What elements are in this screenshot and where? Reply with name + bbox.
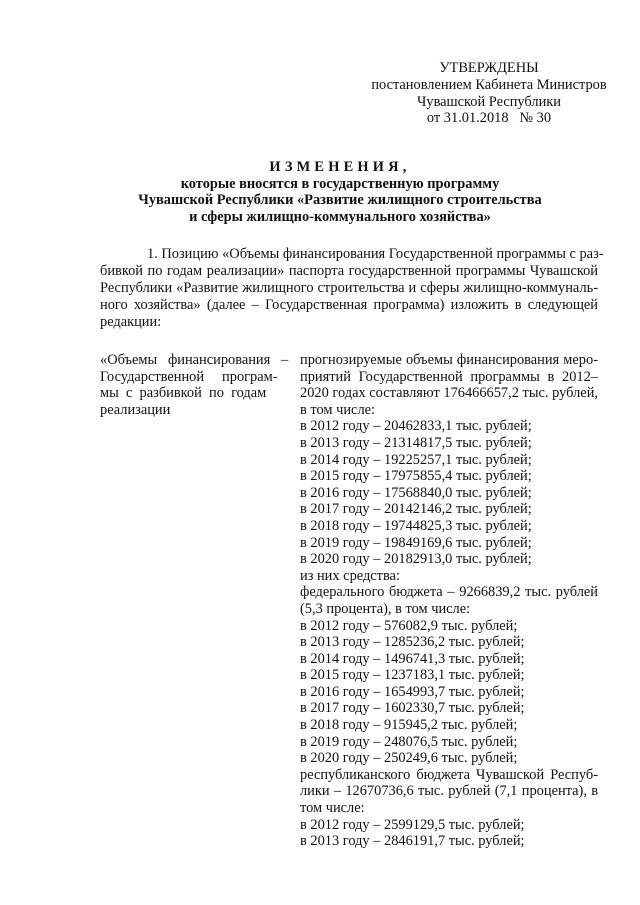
intro-line: ного хозяйства» (далее – Государственная программа) изложить в следующей [100,296,598,313]
right-cell-line: в 2015 году – 1237183,1 тыс. рублей; [300,667,525,684]
right-cell-line: в 2020 году – 250249,6 тыс. рублей; [300,750,518,767]
approval-stamp [366,60,612,127]
right-cell-line: приятий Государственной программы в 2012– [300,368,598,385]
right-cell-line: в 2019 году – 248076,5 тыс. рублей; [300,733,518,750]
right-cell-line: в 2012 году – 576082,9 тыс. рублей; [300,617,518,634]
intro-paragraph [100,246,604,330]
right-cell-line: в 2015 году – 17975855,4 тыс. рублей; [300,468,532,485]
left-cell-line: Государственной програм- [100,368,278,385]
title-heading: ИЗМЕНЕНИЯ, [269,159,411,175]
right-cell-line: в том числе: [300,401,376,418]
right-cell-line: в 2013 году – 2846191,7 тыс. рублей; [300,833,525,850]
right-cell-line: в 2017 году – 20142146,2 тыс. рублей; [300,501,532,518]
right-cell-line: (5,3 процента), в том числе: [300,600,471,617]
document-title [120,159,560,225]
right-cell-line: в 2013 году – 21314817,5 тыс. рублей; [300,434,532,451]
table-left-cell [100,352,289,418]
right-cell-line: в 2014 году – 19225257,1 тыс. рублей; [300,451,532,468]
right-cell-line: из них средства: [300,567,400,584]
title-line-3: Чувашской Республики «Развитие жилищного строительства [138,192,542,209]
intro-line: редакции: [100,313,162,330]
intro-line: Республики «Развитие жилищного строительства и сферы жилищно-коммуналь- [100,279,598,296]
right-cell-line: в 2012 году – 2599129,5 тыс. рублей; [300,816,525,833]
right-cell-line: лики – 12670736,6 тыс. рублей (7,1 процента), в [300,783,598,800]
intro-line: 1. Позицию «Объемы финансирования Государственной программы с раз- [147,246,604,262]
approval-authority: постановлением Кабинета Министров [371,76,607,93]
intro-line: бивкой по годам реализации» паспорта государственной программы Чувашской [100,262,598,279]
right-cell-line: в 2019 году – 19849169,6 тыс. рублей; [300,534,532,551]
right-cell-line: федерального бюджета – 9266839,2 тыс. рублей [300,584,598,601]
right-cell-line: в 2012 году – 20462833,1 тыс. рублей; [300,418,532,435]
title-line-4: и сферы жилищно-коммунального хозяйства» [189,208,491,225]
left-cell-line: реализации [100,401,171,418]
right-cell-line: прогнозируемые объемы финансирования меро- [300,352,598,368]
right-cell-line: в 2018 году – 915945,2 тыс. рублей; [300,717,518,734]
right-cell-line: республиканского бюджета Чувашской Респуб- [300,766,598,783]
right-cell-line: в 2014 году – 1496741,3 тыс. рублей; [300,650,525,667]
left-cell-line: мы с разбивкой по годам [100,385,267,402]
right-cell-line: в 2017 году – 1602330,7 тыс. рублей; [300,700,525,717]
approval-heading: УТВЕРЖДЕНЫ [439,60,539,76]
table-right-cell [300,352,598,850]
approval-date-number: от 31.01.2018 № 30 [426,110,552,127]
title-line-2: которые вносятся в государственную программу [180,175,500,192]
right-cell-line: в 2016 году – 17568840,0 тыс. рублей; [300,484,532,501]
approval-republic: Чувашской Республики [417,93,561,110]
right-cell-line: в 2020 году – 20182913,0 тыс. рублей; [300,551,532,568]
right-cell-line: 2020 годах составляют 176466657,2 тыс. рублей, [300,385,598,402]
left-cell-line: «Объемы финансирования – [100,352,289,368]
right-cell-line: том числе: [300,800,365,817]
right-cell-line: в 2016 году – 1654993,7 тыс. рублей; [300,683,525,700]
right-cell-line: в 2013 году – 1285236,2 тыс. рублей; [300,634,525,651]
right-cell-line: в 2018 году – 19744825,3 тыс. рублей; [300,517,532,534]
